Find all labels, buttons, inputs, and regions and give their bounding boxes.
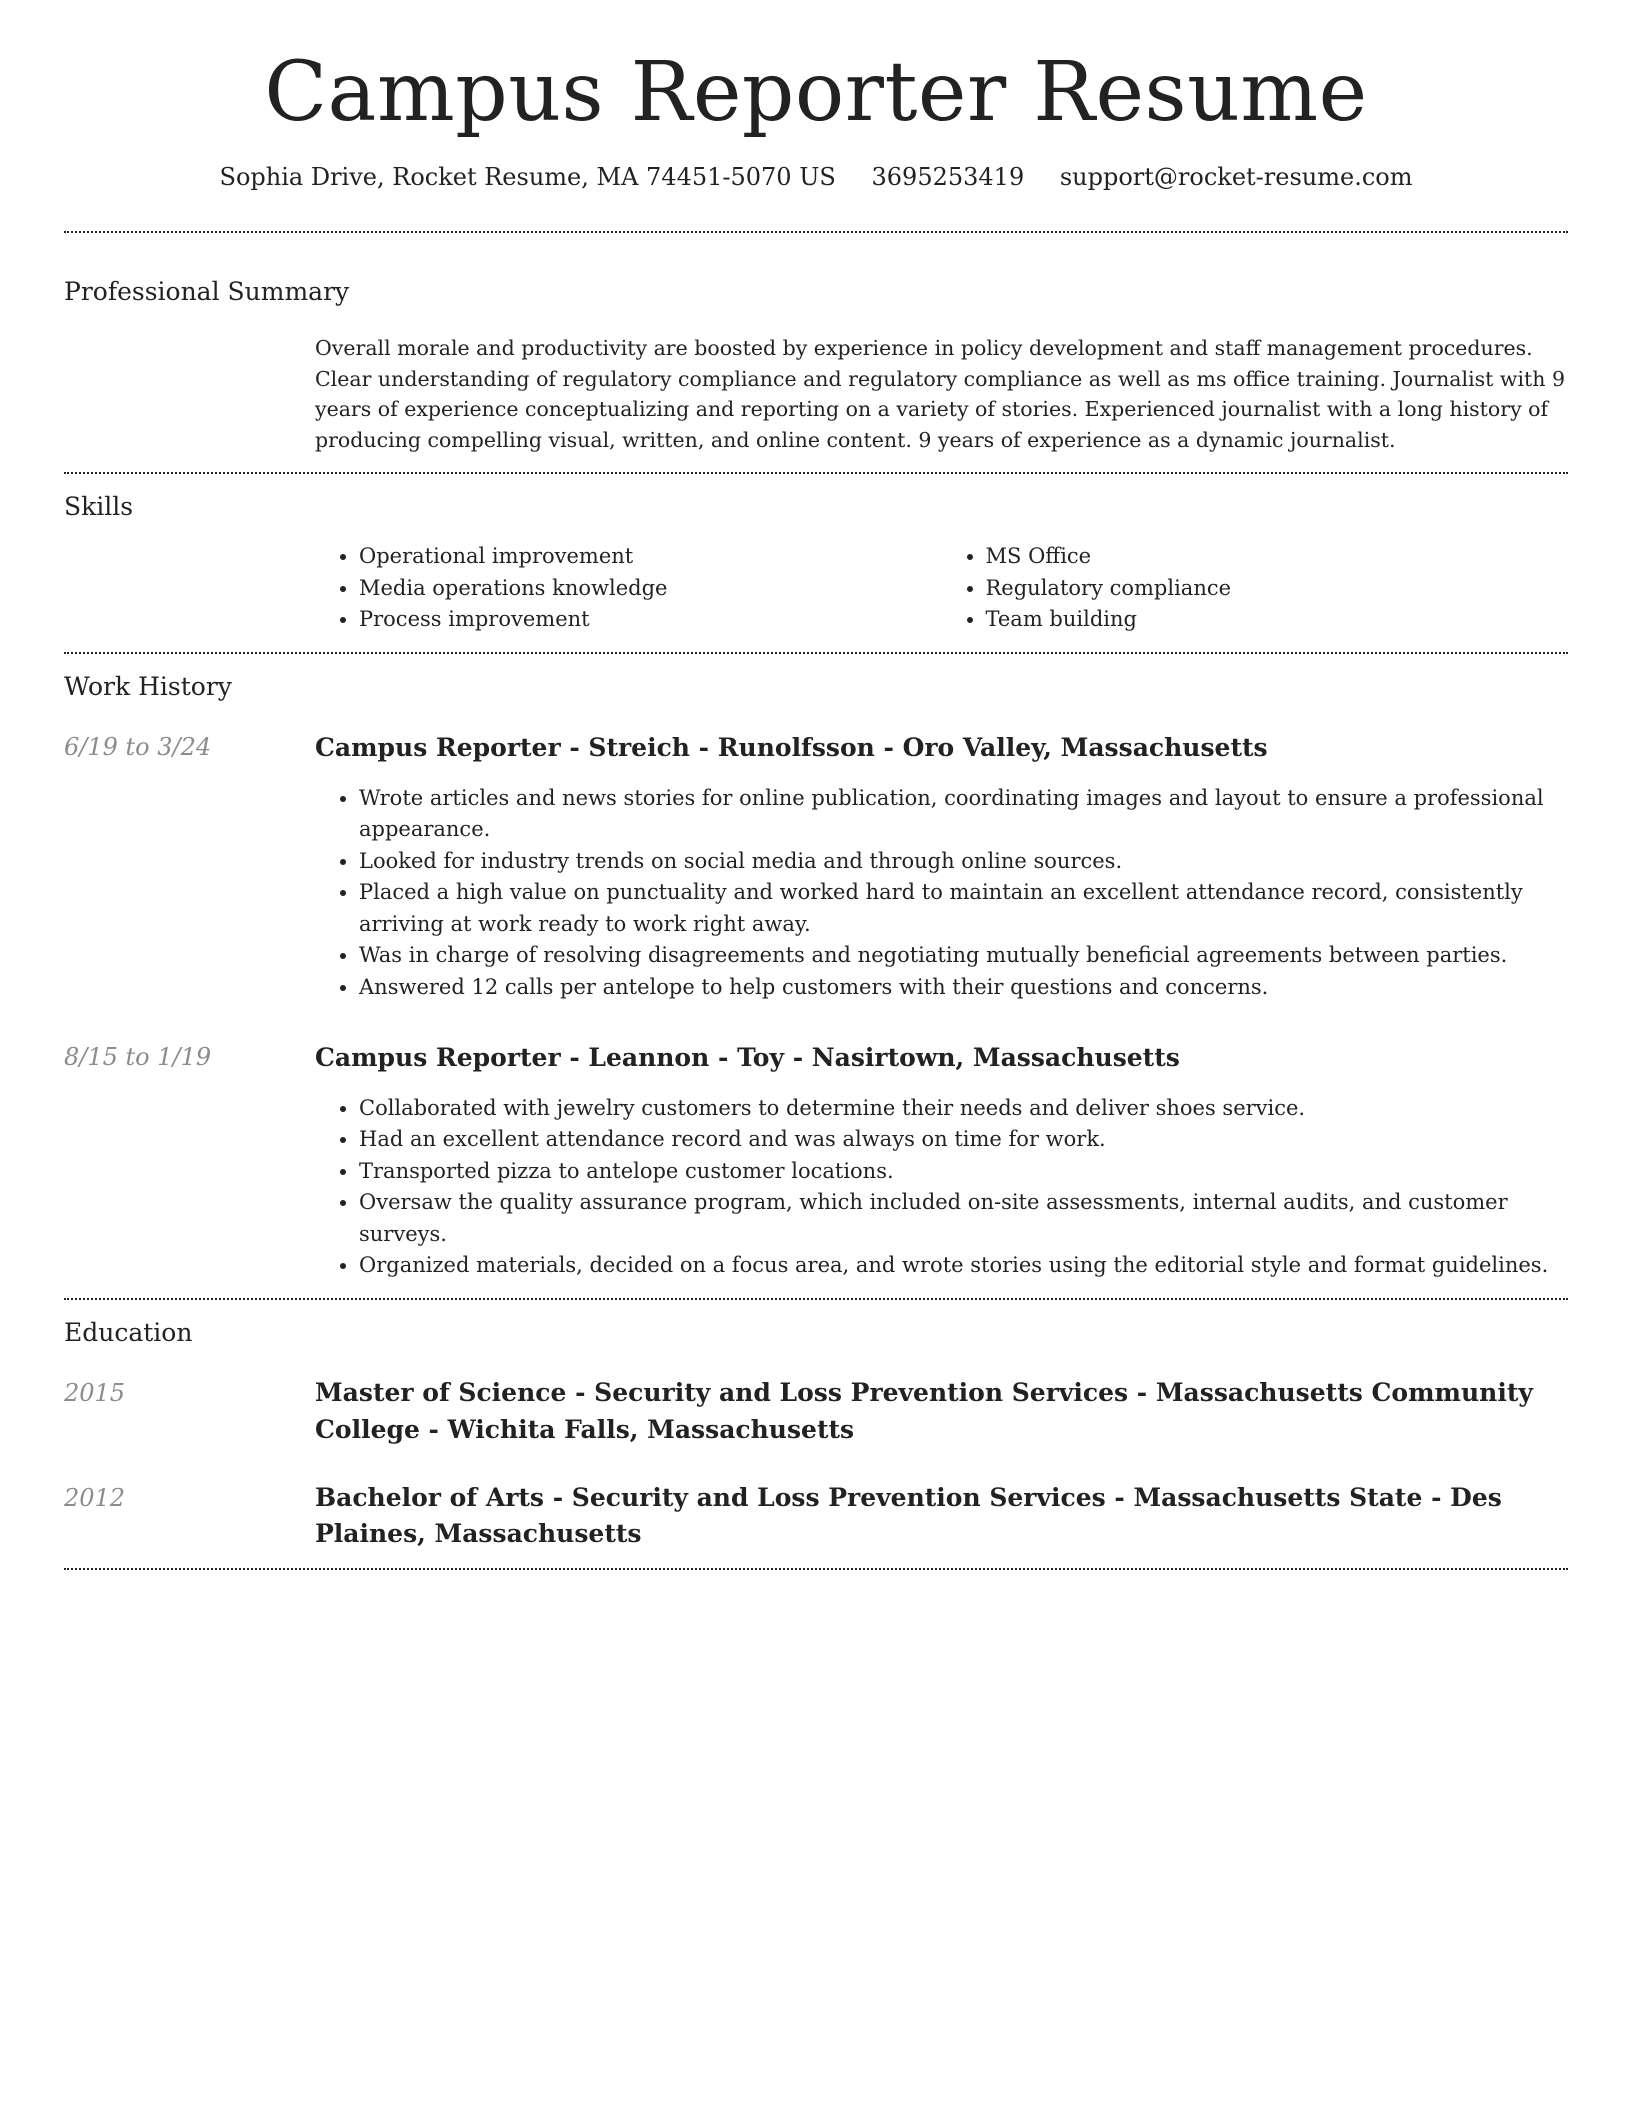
job-dates: 8/15 to 1/19 [64, 1043, 212, 1072]
skills-grid [315, 541, 1568, 636]
skill-item: • Regulatory compliance [986, 573, 1569, 605]
education-entry [64, 1480, 1568, 1553]
job-bullet: • Was in charge of resolving disagreements and negotiating mutually beneficial agreements between parties. [359, 940, 1568, 972]
education-heading: Education [64, 1317, 193, 1347]
job-bullet: • Organized materials, decided on a focus area, and wrote stories using the editorial style and format guidelines. [359, 1250, 1568, 1282]
job-bullet: • Transported pizza to antelope customer locations. [359, 1156, 1568, 1188]
skill-item: • Team building [986, 604, 1569, 636]
education-details [315, 1480, 1568, 1553]
education-title: Bachelor of Arts - Security and Loss Prevention Services - Massachusetts State - Des Plaines, Massachusetts [315, 1482, 1502, 1549]
section-divider [64, 1568, 1568, 1570]
skill-item: • MS Office [986, 541, 1569, 573]
education-title: Master of Science - Security and Loss Prevention Services - Massachusetts Community College - Wichita Falls, Massachusetts [315, 1378, 1533, 1444]
skills-list-left [315, 541, 942, 636]
education-entry [64, 1375, 1568, 1448]
skill-item: • Media operations knowledge [359, 573, 942, 605]
skills-row [64, 525, 1568, 636]
summary-row [64, 311, 1568, 456]
job-details [315, 729, 1568, 1003]
education-year: 2012 [64, 1483, 126, 1512]
job-entry [64, 729, 1568, 1003]
job-bullet: • Wrote articles and news stories for online publication, coordinating images and layout to ensure a professional appearance. [359, 783, 1568, 846]
summary-text: Overall morale and productivity are boosted by experience in policy development and staff management procedures. Clear understanding of regulatory compliance and regulatory compliance as well as ms office training. Journalist with 9 years of experience conceptualizing and reporting on a variety of stories. Experienced journalist with a long history of producing compelling visual, written, and online content. 9 years of experience as a dynamic journalist. [315, 335, 1566, 453]
job-details [315, 1039, 1568, 1282]
skill-item: • Process improvement [359, 604, 942, 636]
education-details [315, 1375, 1568, 1448]
job-bullet: • Placed a high value on punctuality and worked hard to maintain an excellent attendance record, consistently arriving at work ready to work right away. [359, 877, 1568, 940]
job-title: Campus Reporter - Leannon - Toy - Nasirtown, Massachusetts [315, 1043, 1180, 1073]
resume-title: Campus Reporter Resume [264, 45, 1368, 140]
skills-left-spacer [64, 525, 315, 636]
education-year: 2015 [64, 1379, 126, 1408]
contact-address: Sophia Drive, Rocket Resume, MA 74451-5070 US [219, 163, 836, 192]
contact-line [64, 162, 1568, 193]
contact-email: support@rocket-resume.com [1059, 163, 1413, 192]
resume-header [64, 0, 1568, 193]
job-bullet: • Answered 12 calls per antelope to help customers with their questions and concerns. [359, 972, 1568, 1004]
work-heading: Work History [64, 671, 232, 701]
skills-section [64, 474, 1568, 652]
summary-section [64, 233, 1568, 472]
job-bullet: • Collaborated with jewelry customers to determine their needs and deliver shoes service. [359, 1093, 1568, 1125]
contact-phone: 3695253419 [871, 163, 1025, 192]
skill-item: • Operational improvement [359, 541, 942, 573]
job-dates: 6/19 to 3/24 [64, 733, 212, 762]
education-section [64, 1300, 1568, 1569]
skills-content [315, 525, 1568, 636]
skills-heading: Skills [64, 491, 134, 521]
job-bullet: • Looked for industry trends on social media and through online sources. [359, 846, 1568, 878]
job-bullets [315, 783, 1568, 1004]
summary-left-spacer [64, 311, 315, 456]
summary-heading: Professional Summary [64, 277, 350, 307]
job-entry [64, 1039, 1568, 1282]
summary-content [315, 311, 1568, 456]
job-bullet: • Oversaw the quality assurance program, which included on-site assessments, internal audits, and customer surveys. [359, 1187, 1568, 1250]
job-title: Campus Reporter - Streich - Runolfsson - Oro Valley, Massachusetts [315, 733, 1268, 763]
job-bullets [315, 1093, 1568, 1282]
job-bullet: • Had an excellent attendance record and was always on time for work. [359, 1124, 1568, 1156]
work-section [64, 654, 1568, 1298]
skills-list-right [942, 541, 1569, 636]
